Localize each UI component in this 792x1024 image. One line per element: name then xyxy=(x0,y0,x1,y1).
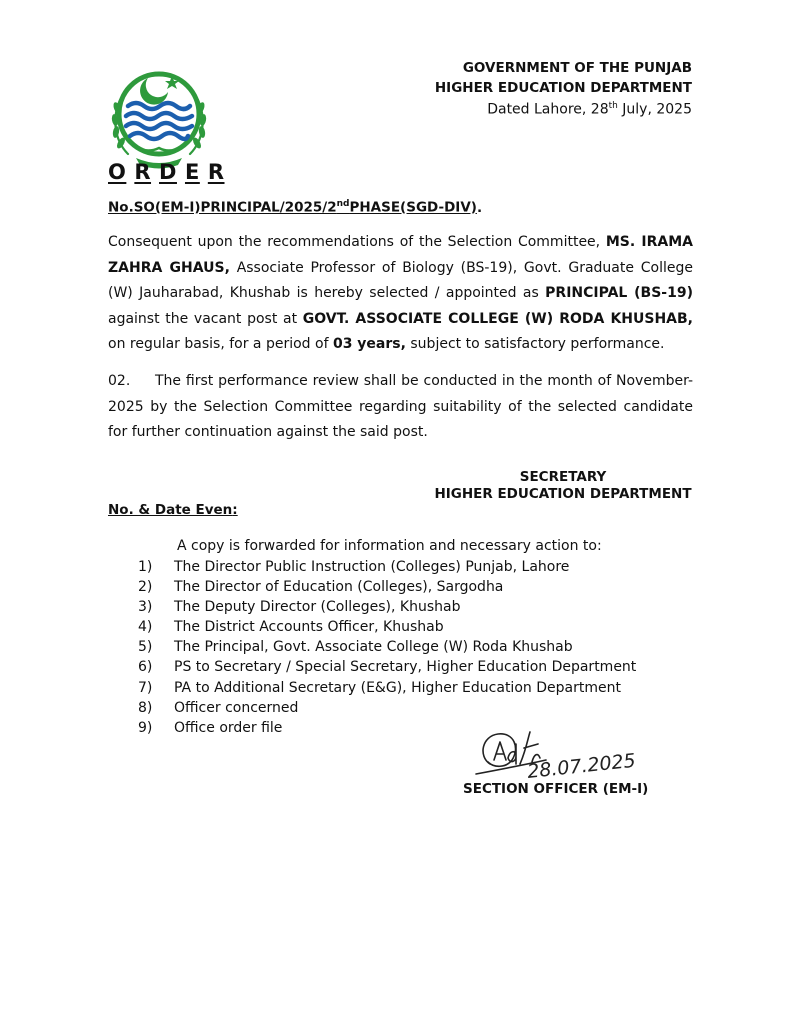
list-item: 5) The Principal, Govt. Associate College (W) Roda Khushab xyxy=(138,639,573,656)
copy-list xyxy=(138,557,636,738)
secretary-department: HIGHER EDUCATION DEPARTMENT xyxy=(434,486,692,502)
order-paragraph-2: 02. The first performance review shall be conducted in the month of November-2025 by the Selection Committee regarding suitability of the selected candidate for further continuation against the said post. xyxy=(108,373,693,440)
copy-intro: A copy is forwarded for information and necessary action to: xyxy=(177,538,602,554)
svg-text:28.07.2025: 28.07.2025 xyxy=(526,749,637,783)
header-govt: GOVERNMENT OF THE PUNJAB xyxy=(462,60,692,76)
list-item: 8) Officer concerned xyxy=(138,699,299,716)
list-item: 3) The Deputy Director (Colleges), Khushab xyxy=(138,599,461,616)
even-date-heading: No. & Date Even: xyxy=(108,502,238,518)
order-paragraph-1: Consequent upon the recommendations of the Selection Committee, MS. IRAMA ZAHRA GHAUS, Associate Professor of Biology (BS-19), Govt. Graduate College (W) Jauharabad, Khushab is hereby selected / appointed as PRINCIPAL (BS-19) against the vacant post at GOVT. ASSOCIATE COLLEGE (W) RODA KHUSHAB, on regular basis, for a period of 03 years, subject to satisfactory performance. xyxy=(108,234,693,352)
header-date: Dated Lahore, 28th July, 2025 xyxy=(487,101,692,118)
order-number: No.SO(EM-I)PRINCIPAL/2025/2ndPHASE(SGD-DIV). xyxy=(108,199,483,216)
list-item: 2) The Director of Education (Colleges), Sargodha xyxy=(138,579,504,596)
order-title: O R D E R xyxy=(108,160,225,184)
section-officer-label: SECTION OFFICER (EM-I) xyxy=(463,781,649,797)
list-item: 4) The District Accounts Officer, Khushab xyxy=(138,619,444,636)
list-item: 6) PS to Secretary / Special Secretary, Higher Education Department xyxy=(138,659,637,676)
list-item: 7) PA to Additional Secretary (E&G), Higher Education Department xyxy=(138,679,621,696)
header-department: HIGHER EDUCATION DEPARTMENT xyxy=(434,80,692,96)
secretary-title: SECRETARY xyxy=(519,469,607,485)
punjab-govt-emblem-icon xyxy=(106,62,212,172)
list-item: 1) The Director Public Instruction (Colleges) Punjab, Lahore xyxy=(138,559,570,575)
secretary-block xyxy=(430,469,696,503)
list-item: 9) Office order file xyxy=(138,719,283,736)
